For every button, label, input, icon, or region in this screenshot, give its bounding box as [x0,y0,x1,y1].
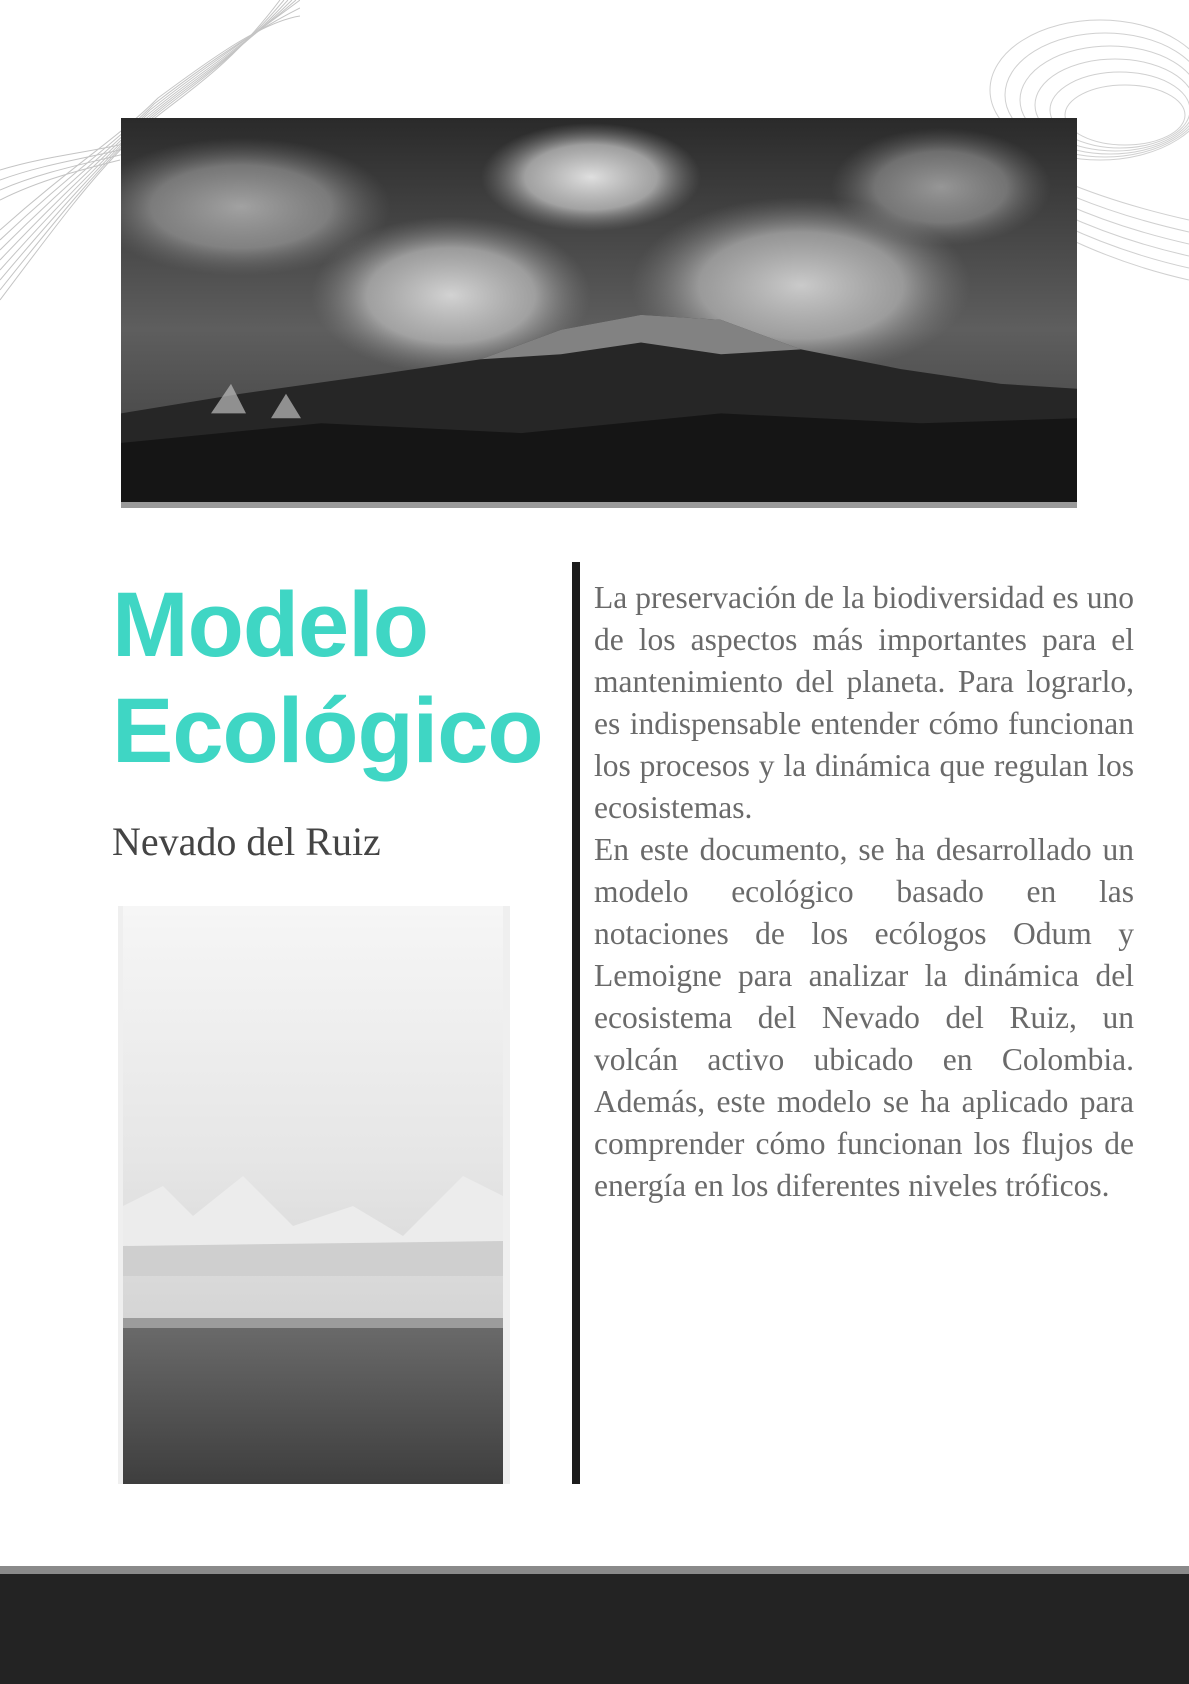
body-paragraph-1: La preservación de la biodiversidad es uno de los aspectos más importantes para el mantenimiento del planeta. Para lograrlo, es indispensable entender cómo funcionan los procesos y la dinámica que regulan los ecosistemas. [594,580,1134,825]
body-paragraph-2: En este documento, se ha desarrollado un modelo ecológico basado en las notaciones de los ecólogos Odum y Lemoigne para analizar la dinámica del ecosistema del Nevado del Ruiz, un volcán activo ubicado en Colombia. Además, este modelo se ha aplicado para comprender cómo funcionan los flujos de energía en los diferentes niveles tróficos. [594,832,1134,1203]
hero-mountain-image [121,118,1077,508]
body-text [594,577,1134,1207]
vertical-divider [572,562,580,1484]
footer-rule [0,1566,1189,1574]
side-snow-field-image [118,906,510,1484]
title-line-2: Ecológico [112,680,543,782]
page-subtitle: Nevado del Ruiz [112,819,381,864]
title-line-1: Modelo [112,574,428,676]
footer-band [0,1574,1189,1684]
page-title [112,572,572,784]
